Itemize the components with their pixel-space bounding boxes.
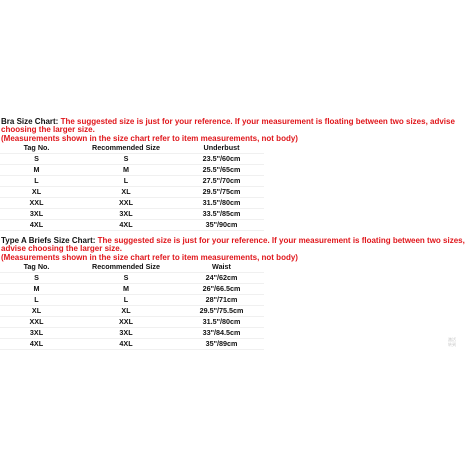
cell-waist: 33"/84.5cm	[179, 328, 264, 339]
column-header-recommended-size: Recommended Size	[73, 143, 179, 154]
column-header-recommended-size: Recommended Size	[73, 262, 179, 273]
cell-tag: S	[0, 154, 73, 165]
column-header-tag-no: Tag No.	[0, 262, 73, 273]
cell-underbust: 23.5"/60cm	[179, 154, 264, 165]
table-row	[0, 317, 264, 328]
cell-tag: 3XL	[0, 328, 73, 339]
watermark-line-1: 激活	[448, 337, 456, 342]
cell-recommended: L	[73, 176, 179, 187]
bra-chart-advice: The suggested size is just for your reference. If your measurement is floating between two sizes, advise choosing the larger size.	[1, 117, 455, 134]
cell-waist: 29.5"/75.5cm	[179, 306, 264, 317]
table-row	[0, 165, 264, 176]
table-row	[0, 154, 264, 165]
table-row	[0, 284, 264, 295]
cell-waist: 31.5"/80cm	[179, 317, 264, 328]
table-row	[0, 187, 264, 198]
table-row	[0, 295, 264, 306]
cell-recommended: M	[73, 284, 179, 295]
bra-chart-title: Bra Size Chart:	[1, 117, 61, 126]
briefs-chart-heading	[0, 237, 473, 253]
cell-tag: XL	[0, 187, 73, 198]
cell-recommended: XL	[73, 306, 179, 317]
table-row	[0, 220, 264, 231]
cell-waist: 26"/66.5cm	[179, 284, 264, 295]
cell-tag: M	[0, 284, 73, 295]
cell-underbust: 29.5"/75cm	[179, 187, 264, 198]
cell-tag: XXL	[0, 198, 73, 209]
cell-underbust: 33.5"/85cm	[179, 209, 264, 220]
bra-size-chart-section	[0, 118, 474, 231]
bra-chart-heading	[0, 118, 473, 134]
bra-size-table	[0, 143, 264, 231]
table-row	[0, 176, 264, 187]
bra-chart-measurement-note: (Measurements shown in the size chart refer to item measurements, not body)	[1, 134, 298, 143]
column-header-tag-no: Tag No.	[0, 143, 73, 154]
briefs-chart-title: Type A Briefs Size Chart:	[1, 236, 98, 245]
table-row	[0, 198, 264, 209]
cell-waist: 28"/71cm	[179, 295, 264, 306]
cell-tag: 3XL	[0, 209, 73, 220]
cell-underbust: 25.5"/65cm	[179, 165, 264, 176]
cell-recommended: 3XL	[73, 328, 179, 339]
table-row	[0, 306, 264, 317]
table-header-row	[0, 262, 264, 273]
cell-underbust: 35"/90cm	[179, 220, 264, 231]
cell-tag: XXL	[0, 317, 73, 328]
activation-watermark	[448, 337, 456, 347]
table-row	[0, 209, 264, 220]
cell-recommended: XL	[73, 187, 179, 198]
cell-recommended: 4XL	[73, 339, 179, 350]
cell-underbust: 31.5"/80cm	[179, 198, 264, 209]
cell-recommended: 4XL	[73, 220, 179, 231]
briefs-chart-advice: The suggested size is just for your reference. If your measurement is floating between two sizes, advise choosing the larger size.	[1, 236, 465, 253]
watermark-line-2: 转到	[448, 342, 456, 347]
briefs-chart-measurement-note: (Measurements shown in the size chart refer to item measurements, not body)	[1, 253, 298, 262]
cell-tag: 4XL	[0, 220, 73, 231]
table-header-row	[0, 143, 264, 154]
briefs-size-table	[0, 262, 264, 350]
cell-recommended: S	[73, 273, 179, 284]
cell-recommended: L	[73, 295, 179, 306]
table-row	[0, 328, 264, 339]
cell-recommended: S	[73, 154, 179, 165]
cell-recommended: XXL	[73, 198, 179, 209]
cell-tag: 4XL	[0, 339, 73, 350]
cell-tag: S	[0, 273, 73, 284]
cell-tag: M	[0, 165, 73, 176]
table-row	[0, 339, 264, 350]
cell-waist: 35"/89cm	[179, 339, 264, 350]
briefs-size-chart-section	[0, 237, 474, 350]
cell-tag: XL	[0, 306, 73, 317]
cell-waist: 24"/62cm	[179, 273, 264, 284]
cell-recommended: 3XL	[73, 209, 179, 220]
column-header-waist: Waist	[179, 262, 264, 273]
cell-tag: L	[0, 176, 73, 187]
cell-underbust: 27.5"/70cm	[179, 176, 264, 187]
table-row	[0, 273, 264, 284]
cell-recommended: XXL	[73, 317, 179, 328]
cell-tag: L	[0, 295, 73, 306]
column-header-underbust: Underbust	[179, 143, 264, 154]
cell-recommended: M	[73, 165, 179, 176]
